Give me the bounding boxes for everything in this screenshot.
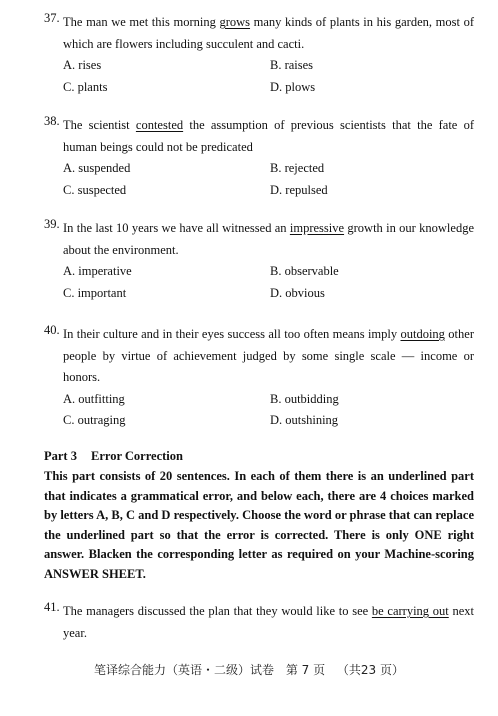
- section-heading: [44, 446, 474, 467]
- question-stem: [44, 601, 474, 644]
- part-3-section: [44, 446, 474, 585]
- section-instructions: This part consists of 20 sentences. In each of them there is an underlined part that indicates a grammatical error, and below each, there are 4 choices marked by letters A, B, C and D respectively. Choose the word or phrase that can replace the underlined part so that the error is corrected. There is only ONE right answer. Blacken the corresponding letter as required on your Machine-scoring ANSWER SHEET.: [44, 469, 474, 581]
- options: [63, 55, 474, 98]
- option-b: B. raises: [270, 58, 314, 72]
- page-total: （共23 页）: [336, 663, 405, 677]
- page-number: 第 7 页: [285, 663, 326, 677]
- question-number: 38.: [44, 114, 60, 128]
- question-text: The man we met this morning grows many kinds of plants in his garden, most of which are flowers including succulent and cacti.: [63, 15, 474, 51]
- option-c: C. suspected: [63, 182, 127, 197]
- option-c: C. important: [63, 285, 127, 300]
- option-a: A. suspended: [63, 161, 131, 175]
- question-text: The scientist contested the assumption of previous scientists that the fate of human beings could not be predicated: [63, 118, 475, 154]
- part-title: Error Correction: [90, 449, 183, 463]
- underlined-word: outdoing: [400, 327, 445, 341]
- option-b: B. rejected: [270, 161, 325, 175]
- options: [63, 261, 474, 304]
- question-38: [44, 115, 474, 201]
- question-text: In the last 10 years we have all witnessed an impressive growth in our knowledge about the environment.: [63, 221, 474, 257]
- question-stem: [44, 12, 474, 55]
- underlined-word: contested: [135, 118, 184, 132]
- option-d: D. repulsed: [270, 182, 328, 197]
- question-37: [44, 12, 474, 98]
- part-label: Part 3: [44, 449, 77, 463]
- underlined-phrase: be carrying out: [371, 604, 449, 618]
- question-41: [44, 601, 474, 644]
- question-number: 37.: [44, 11, 60, 25]
- question-number: 41.: [44, 600, 60, 614]
- question-text: In their culture and in their eyes success all too often means imply outdoing other people by virtue of achievement judged by some single scale — income or honors.: [63, 327, 474, 384]
- options: [63, 389, 474, 432]
- question-text: The managers discussed the plan that they would like to see be carrying out next year.: [63, 604, 474, 640]
- option-d: D. plows: [270, 79, 316, 94]
- option-a: A. rises: [63, 58, 102, 72]
- question-number: 40.: [44, 323, 60, 337]
- exam-title: 笔译综合能力（英语・二级）试卷: [93, 663, 274, 677]
- underlined-word: grows: [219, 15, 251, 29]
- option-a: A. outfitting: [63, 391, 125, 406]
- options: [63, 158, 474, 201]
- question-stem: [44, 115, 474, 158]
- page-footer: [0, 664, 498, 676]
- option-a: A. imperative: [63, 264, 132, 278]
- underlined-word: impressive: [289, 221, 345, 235]
- option-d: D. outshining: [270, 413, 339, 427]
- question-39: [44, 218, 474, 304]
- option-c: C. outraging: [63, 413, 126, 427]
- question-stem: [44, 218, 474, 261]
- question-stem: [44, 324, 474, 389]
- option-d: D. obvious: [270, 285, 325, 300]
- question-40: [44, 324, 474, 432]
- option-b: B. outbidding: [270, 391, 339, 406]
- option-c: C. plants: [63, 79, 108, 94]
- question-number: 39.: [44, 217, 60, 231]
- option-b: B. observable: [270, 264, 339, 278]
